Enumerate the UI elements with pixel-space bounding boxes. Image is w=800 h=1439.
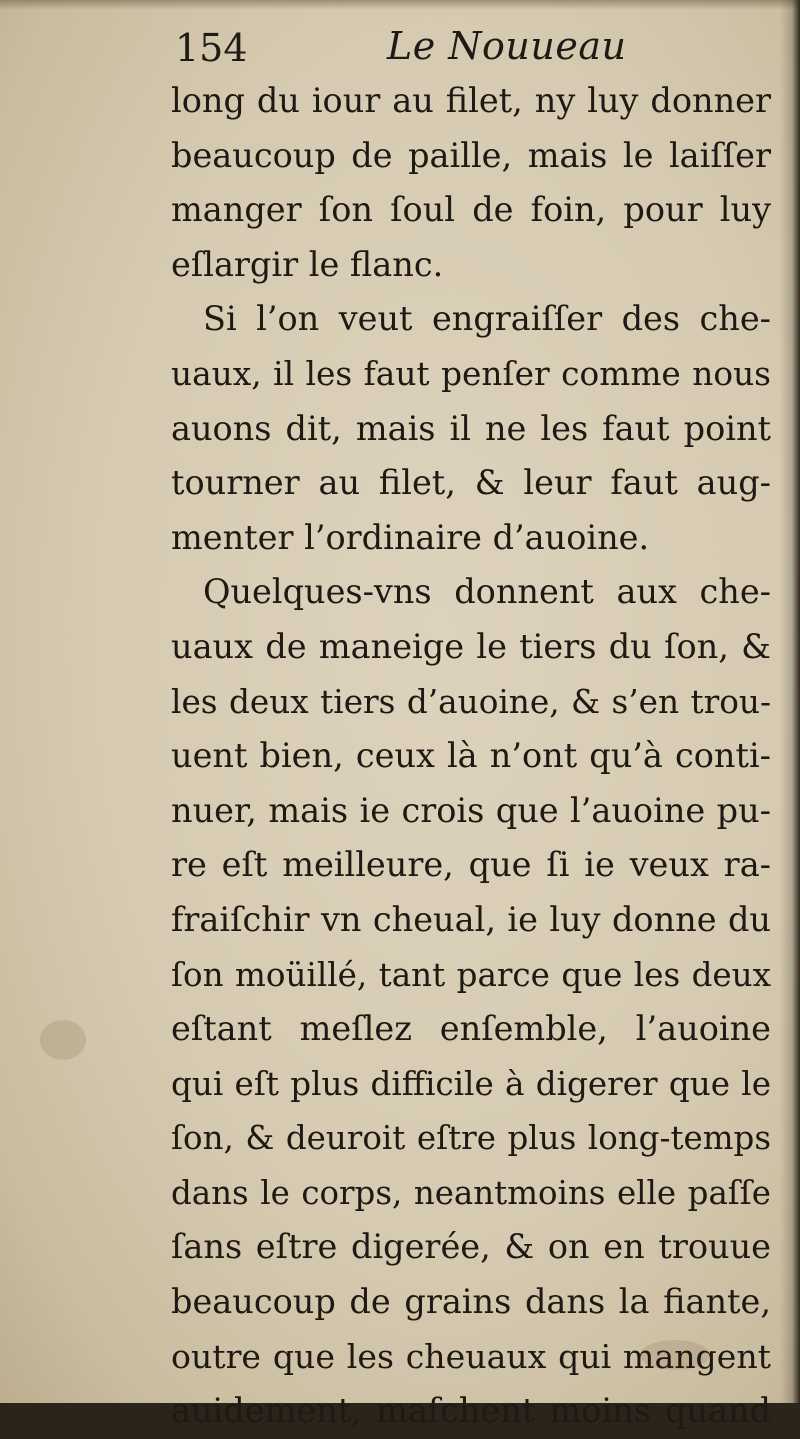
text-line: Quelques-vns donnent aux che- (203, 572, 771, 612)
text-line: nuer, mais ie crois que l’auoine pu- (171, 790, 771, 830)
text-line: manger ſon ſoul de foin, pour luy (171, 190, 771, 230)
text-line: dans le corps, neantmoins elle paſſe (171, 1173, 771, 1212)
text-line: Si l’on veut engraiſſer des che- (203, 299, 771, 339)
text-line: uaux, il les faut penſer comme nous (171, 354, 771, 393)
text-line: outre que les cheuaux qui mangent (171, 1336, 771, 1376)
text-line: uaux de maneige le tiers du ſon, & (171, 626, 771, 666)
text-line: auidement, maſchent moins quand (171, 1391, 771, 1431)
text-line: beaucoup de paille, mais le laiſſer (171, 135, 771, 175)
paper-stain (40, 1020, 86, 1060)
text-line: ſon, & deuroit eſtre plus long-temps (171, 1119, 771, 1158)
text-line: qui eſt plus difficile à digerer que le (171, 1064, 771, 1103)
text-line: les deux tiers d’auoine, & s’en trou- (171, 682, 771, 721)
text-line: ſans eſtre digerée, & on en trouue (171, 1227, 771, 1267)
text-line: eſlargir le flanc. (171, 244, 444, 284)
text-line: long du iour au filet, ny luy donner (171, 81, 771, 120)
text-line: beaucoup de grains dans la fiante, (171, 1282, 771, 1322)
body-text (171, 74, 771, 1439)
running-title: Le Nouueau (387, 24, 627, 68)
text-line: menter l’ordinaire d’auoine. (171, 517, 650, 557)
text-line: ſon moüillé, tant parce que les deux (171, 955, 771, 994)
text-line: fraiſchir vn cheual, ie luy donne du (171, 899, 771, 939)
page-top-edge (0, 0, 800, 10)
text-line: uent bien, ceux là n’ont qu’à conti- (171, 736, 771, 776)
text-line: auons dit, mais il ne les faut point (171, 408, 771, 448)
text-line: tourner au filet, & leur faut aug- (171, 463, 771, 503)
page-number: 154 (175, 26, 248, 70)
page-header (175, 22, 775, 78)
text-line: eſtant meſlez enſemble, l’auoine (171, 1009, 771, 1049)
page-gutter-shadow (780, 0, 800, 1403)
text-line: re eſt meilleure, que ſi ie veux ra- (171, 845, 771, 885)
